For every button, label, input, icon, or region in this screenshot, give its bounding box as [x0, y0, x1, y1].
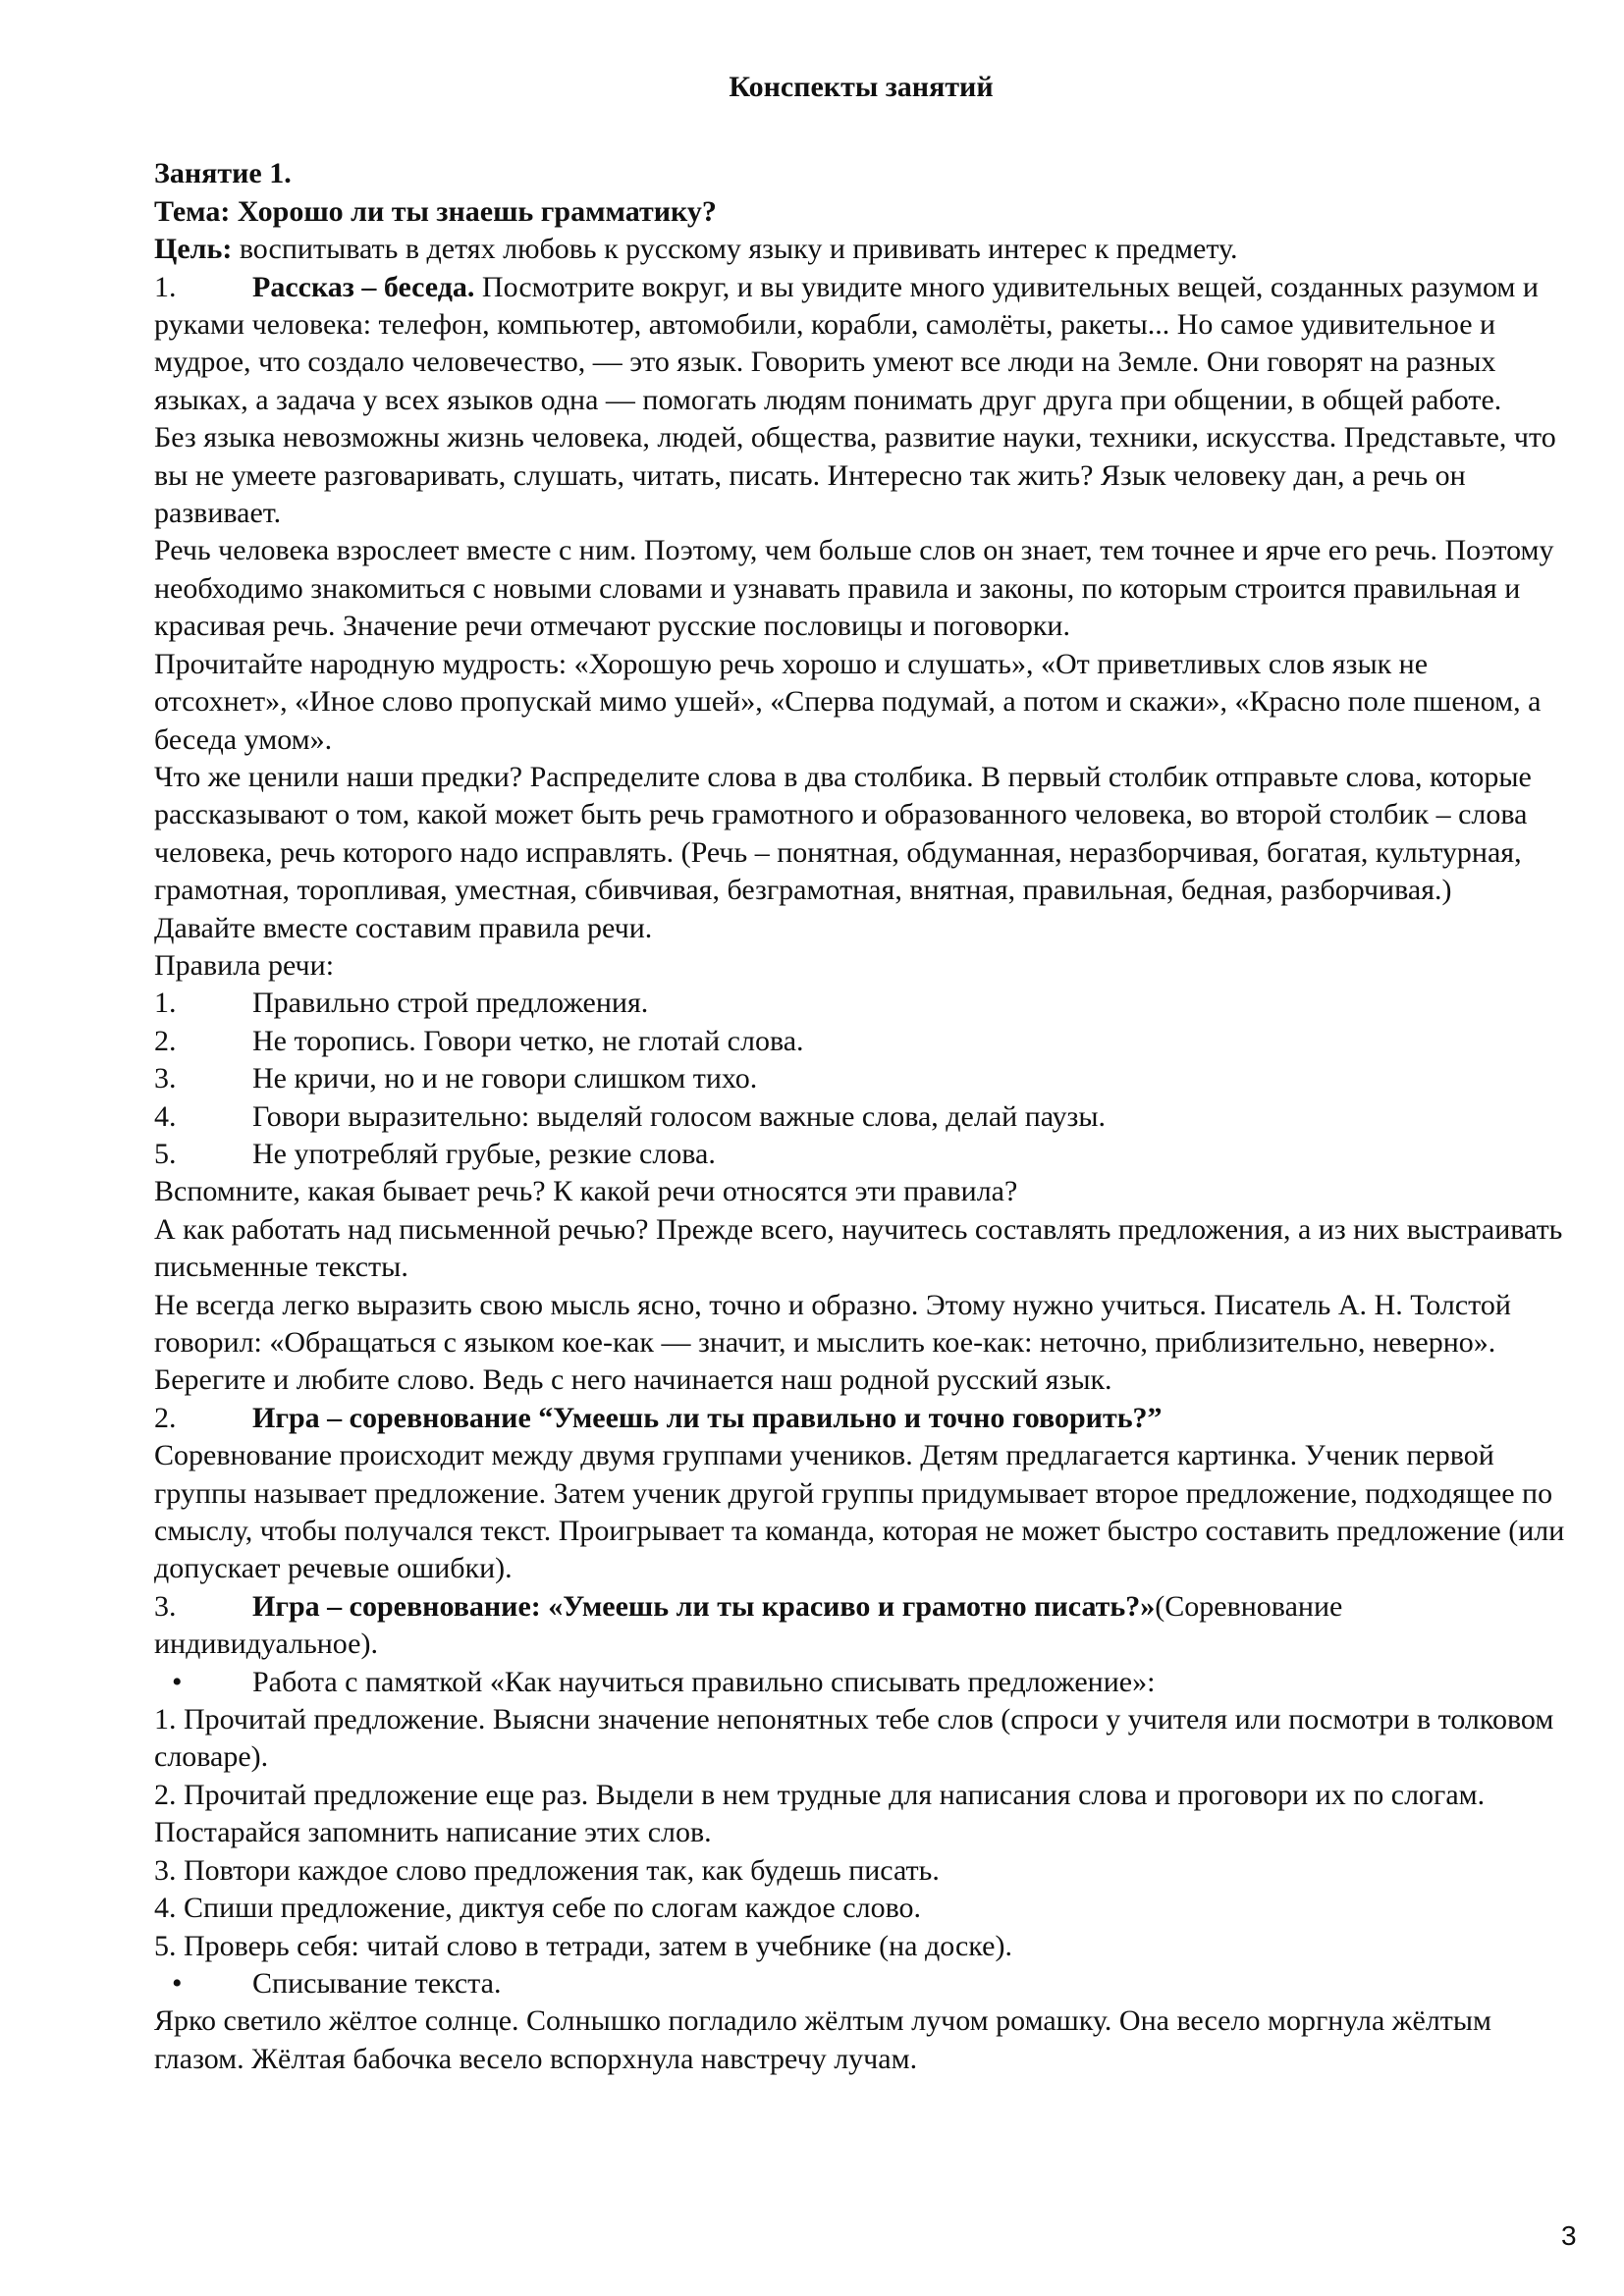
rule-number: 2. — [154, 1024, 177, 1057]
rule-item — [154, 1098, 1568, 1136]
section-3-number: 3. — [154, 1589, 177, 1623]
section-1-heading: Рассказ – беседа. — [252, 270, 475, 303]
bullet-mark: • — [172, 1966, 183, 2000]
rule-item — [154, 1060, 1568, 1097]
section-2-heading: Игра – соревнование “Умеешь ли ты правильно и точно говорить?” — [252, 1401, 1163, 1434]
document-title: Конспекты занятий — [729, 71, 994, 103]
paragraph: Вспомните, какая бывает речь? К какой речи относятся эти правила? — [154, 1175, 1018, 1208]
section-2 — [154, 1400, 1568, 1437]
section-1 — [154, 269, 1568, 420]
paragraph: А как работать над письменной речью? Прежде всего, научитесь составлять предложения, а из них выстраивать письменные тексты. — [154, 1212, 1563, 1284]
paragraph: Что же ценили наши предки? Распределите слова в два столбика. В первый столбик отправьте слова, которые рассказывают о том, какой может быть речь грамотного и образованного человека, во второй столбик – слова человека, речь которого надо исправлять. (Речь – понятная, обдуманная, неразборчивая, богатая, культурная, грамотная, торопливая, уместная, сбивчивая, безграмотная, внятная, правильная, бедная, разборчивая.) — [154, 760, 1532, 907]
rule-item — [154, 1136, 1568, 1173]
paragraph: Речь человека взрослеет вместе с ним. Поэтому, чем больше слов он знает, тем точнее и ярче его речь. Поэтому необходимо знакомиться с новыми словами и узнавать правила и законы, по которым строится правильная и красивая речь. Значение речи отмечают русские пословицы и поговорки. — [154, 534, 1554, 643]
rules-label: Правила речи: — [154, 948, 335, 982]
paragraph: Прочитайте народную мудрость: «Хорошую речь хорошо и слушать», «От приветливых слов язык не отсохнет», «Иное слово пропускай мимо ушей», «Сперва подумай, а потом и скажи», «Красно поле пшеном, а беседа умом». — [154, 647, 1542, 756]
rule-text: Не кричи, но и не говори слишком тихо. — [252, 1062, 758, 1095]
bullet-text: Списывание текста. — [252, 1966, 502, 2000]
goal-text: воспитывать в детях любовь к русскому языку и прививать интерес к предмету. — [232, 233, 1238, 266]
rule-text: Не употребляй грубые, резкие слова. — [252, 1137, 716, 1170]
section-1-text: Посмотрите вокруг, и вы увидите много удивительных вещей, созданных разумом и руками человека: телефон, компьютер, автомобили, корабли, самолёты, ракеты... Но самое удивительное и мудрое, что создало человечество, — это язык. Говорить умеют все люди на Земле. Они говорят на разных языках, а задача у всех языков одна — помогать людям понимать друг друга при общении, в общей работе. — [154, 270, 1539, 416]
final-text: Ярко светило жёлтое солнце. Солнышко погладило жёлтым лучом ромашку. Она весело моргнула жёлтым глазом. Жёлтая бабочка весело вспорхнула навстречу лучам. — [154, 2004, 1492, 2075]
lesson-goal — [154, 231, 1568, 268]
lesson-topic: Тема: Хорошо ли ты знаешь грамматику? — [154, 194, 717, 228]
section-3-text: (Соревнование индивидуальное). — [154, 1589, 1343, 1661]
memo-item: 4. Спиши предложение, диктуя себе по слогам каждое слово. — [154, 1892, 922, 1925]
paragraph: Не всегда легко выразить свою мысль ясно, точно и образно. Этому нужно учиться. Писатель А. Н. Толстой говорил: «Обращаться с языком кое-как — значит, и мыслить кое-как: неточно, приблизительно, неверно». Берегите и любите слово. Ведь с него начинается наш родной русский язык. — [154, 1288, 1511, 1397]
rule-number: 3. — [154, 1062, 177, 1095]
lesson-heading: Занятие 1. — [154, 157, 292, 190]
bullet-item — [154, 1965, 1568, 2002]
rule-text: Не торопись. Говори четко, не глотай слова. — [252, 1024, 804, 1057]
rules-list — [154, 985, 1568, 1173]
document-page — [154, 69, 1568, 2078]
rule-number: 4. — [154, 1099, 177, 1133]
page-number: 3 — [1561, 2220, 1577, 2251]
rule-text: Говори выразительно: выделяй голосом важные слова, делай паузы. — [252, 1099, 1107, 1133]
memo-item: 2. Прочитай предложение еще раз. Выдели в нем трудные для написания слова и проговори их по слогам. Постарайся запомнить написание этих слов. — [154, 1778, 1486, 1849]
rule-item — [154, 1023, 1568, 1060]
rule-number: 5. — [154, 1137, 177, 1170]
memo-item: 1. Прочитай предложение. Выясни значение непонятных тебе слов (спроси у учителя или посмотри в толковом словаре). — [154, 1703, 1554, 1774]
bullet-item — [154, 1664, 1568, 1701]
rule-item — [154, 985, 1568, 1022]
section-2-number: 2. — [154, 1401, 177, 1434]
rule-number: 1. — [154, 987, 177, 1020]
paragraph: Давайте вместе составим правила речи. — [154, 911, 653, 944]
section-1-number: 1. — [154, 270, 177, 303]
memo-item: 5. Проверь себя: читай слово в тетради, затем в учебнике (на доске). — [154, 1929, 1012, 1962]
paragraph: Без языка невозможны жизнь человека, людей, общества, развитие науки, техники, искусства. Представьте, что вы не умеете разговаривать, слушать, читать, писать. Интересно так жить? Язык человеку дан, а речь он развивает. — [154, 421, 1556, 530]
section-3-heading: Игра – соревнование: «Умеешь ли ты красиво и грамотно писать?» — [252, 1589, 1156, 1623]
section-3 — [154, 1588, 1568, 1664]
bullet-mark: • — [172, 1665, 183, 1698]
paragraph: Соревнование происходит между двумя группами учеников. Детям предлагается картинка. Ученик первой группы называет предложение. Затем ученик другой группы придумывает второе предложение, подходящее по смыслу, чтобы получался текст. Проигрывает та команда, которая не может быстро составить предложение (или допускает речевые ошибки). — [154, 1439, 1565, 1585]
memo-item: 3. Повтори каждое слово предложения так, как будешь писать. — [154, 1853, 940, 1887]
goal-label: Цель: — [154, 233, 233, 266]
memo-list — [154, 1701, 1568, 1965]
bullet-text: Работа с памяткой «Как научиться правильно списывать предложение»: — [252, 1665, 1156, 1698]
rule-text: Правильно строй предложения. — [252, 987, 649, 1020]
